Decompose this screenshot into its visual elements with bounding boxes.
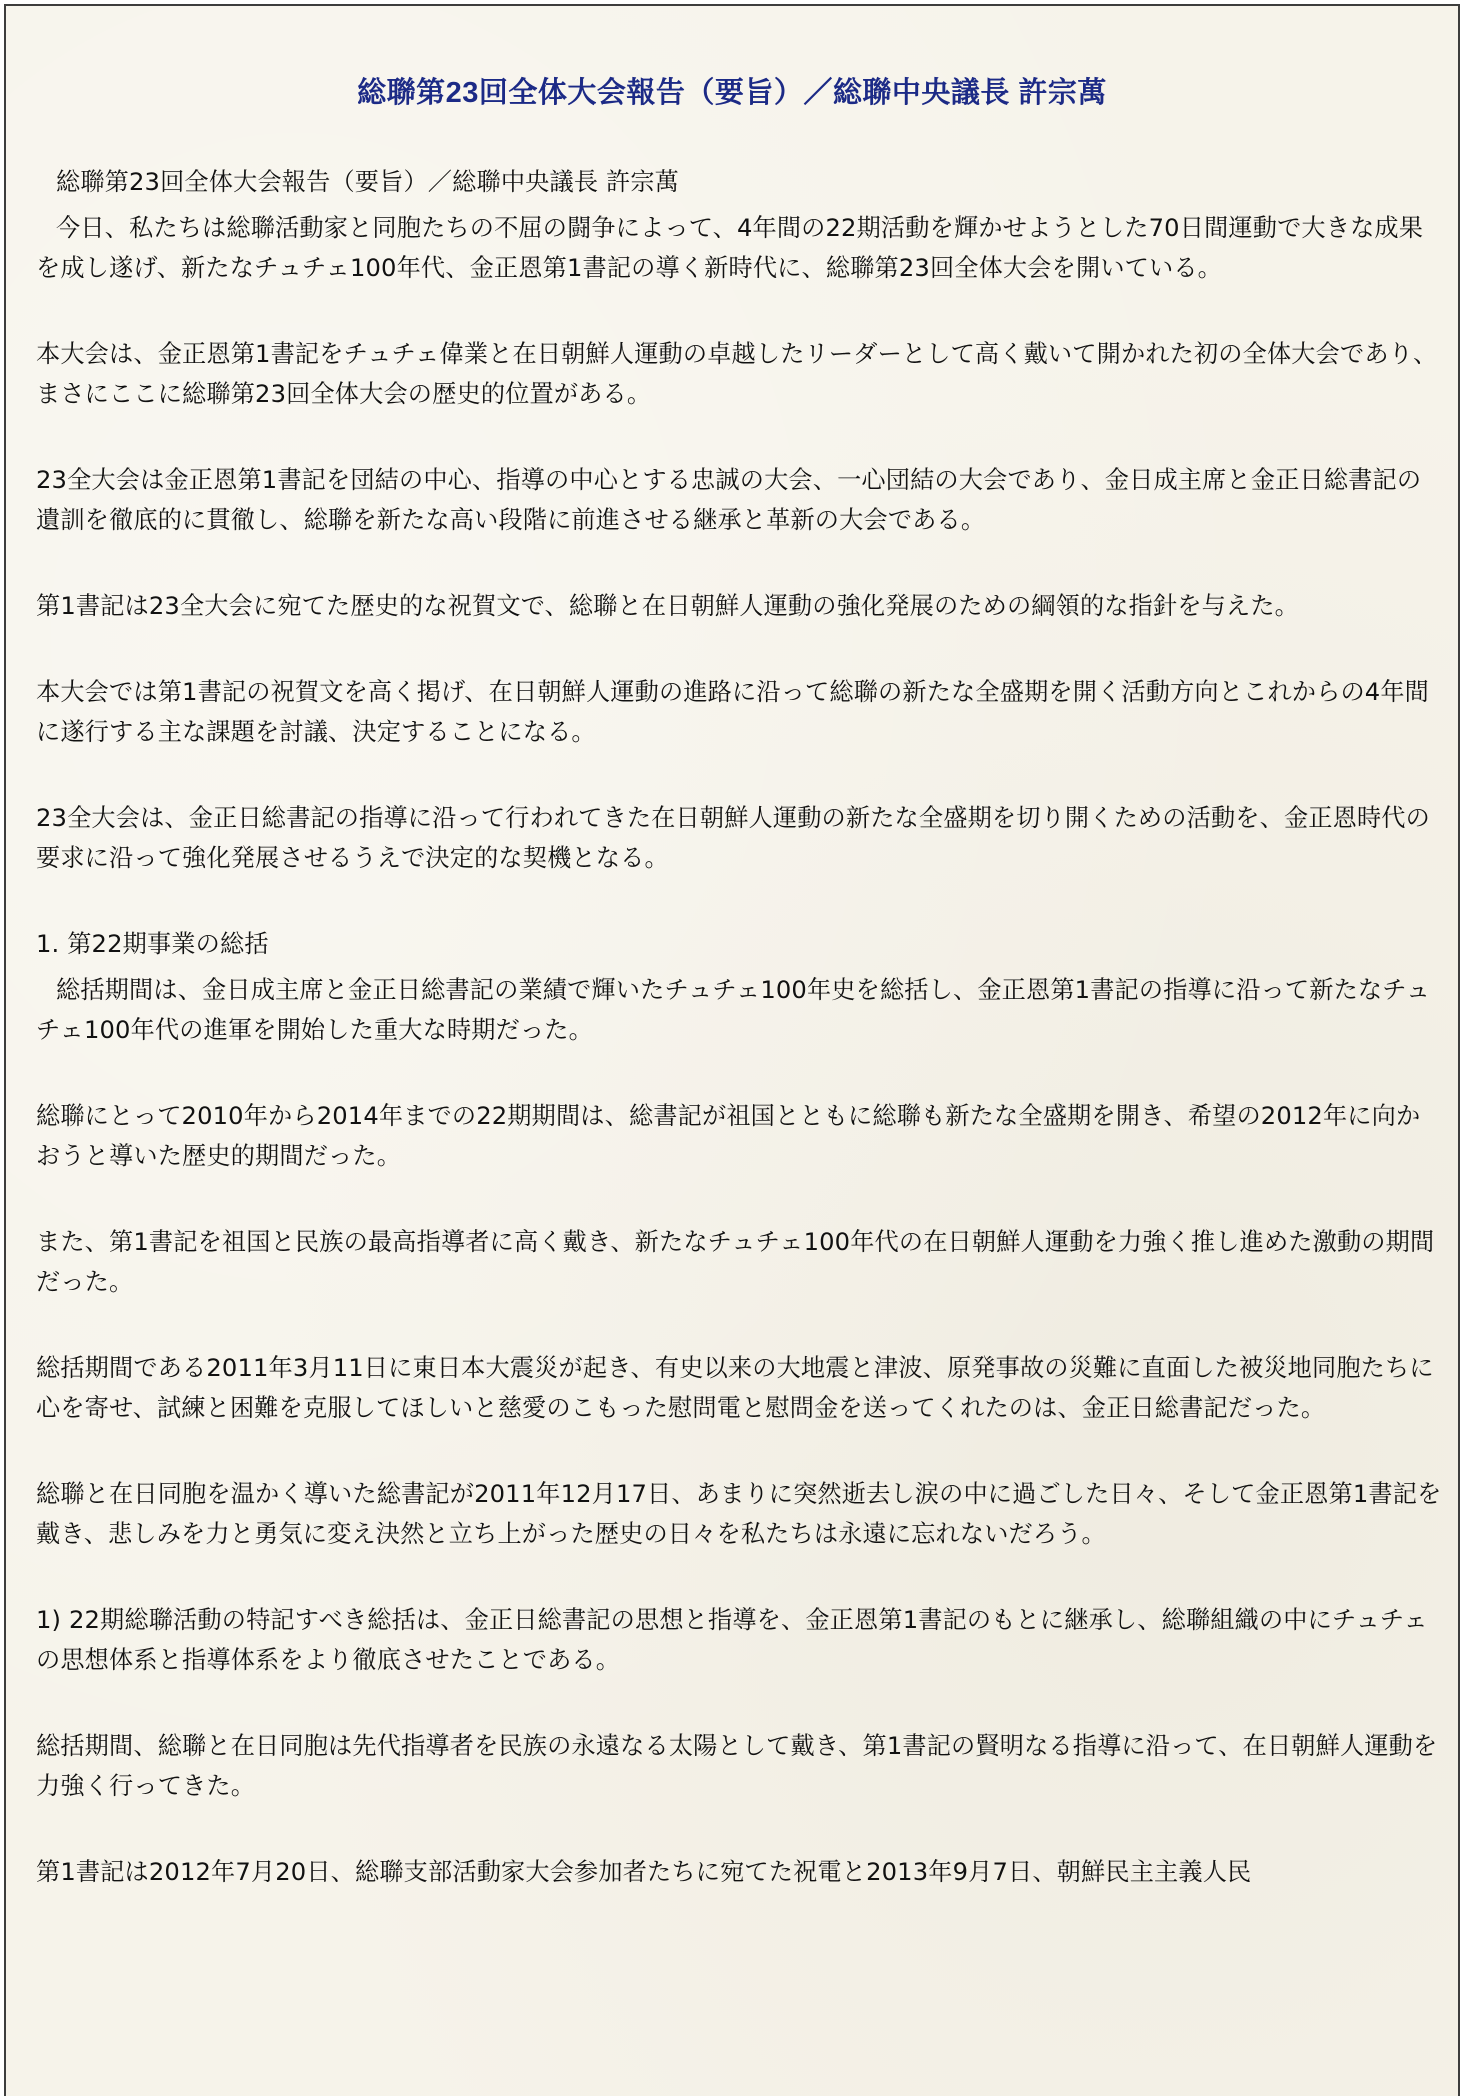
subtitle-paragraph: 総聯第23回全体大会報告（要旨）／総聯中央議長 許宗萬 [56, 168, 680, 196]
document-body [36, 162, 1442, 1892]
body-paragraph: 第1書記は23全大会に宛てた歴史的な祝賀文で、総聯と在日朝鮮人運動の強化発展のための綱領的な指針を与えた。 [36, 592, 1300, 620]
body-paragraph: 今日、私たちは総聯活動家と同胞たちの不屈の闘争によって、4年間の22期活動を輝かせようとした70日間運動で大きな成果を成し遂げ、新たなチュチェ100年代、金正恩第1書記の導く新時代に、総聯第23回全体大会を開いている。 [36, 214, 1424, 282]
body-paragraph: 第1書記は2012年7月20日、総聯支部活動家大会参加者たちに宛てた祝電と2013年9月7日、朝鮮民主主義人民 [36, 1858, 1252, 1886]
section-heading: 1. 第22期事業の総括 [36, 930, 269, 958]
document-title: 総聯第23回全体大会報告（要旨）／総聯中央議長 許宗萬 [357, 77, 1107, 109]
body-paragraph: 総括期間は、金日成主席と金正日総書記の業績で輝いたチュチェ100年史を総括し、金正恩第1書記の指導に沿って新たなチュチェ100年代の進軍を開始した重大な時期だった。 [36, 976, 1431, 1044]
body-paragraph: 23全大会は金正恩第1書記を団結の中心、指導の中心とする忠誠の大会、一心団結の大会であり、金日成主席と金正日総書記の遺訓を徹底的に貫徹し、総聯を新たな高い段階に前進させる継承と革新の大会である。 [36, 466, 1422, 534]
body-paragraph: 本大会は、金正恩第1書記をチュチェ偉業と在日朝鮮人運動の卓越したリーダーとして高く戴いて開かれた初の全体大会であり、まさにここに総聯第23回全体大会の歴史的位置がある。 [36, 340, 1438, 408]
document-page [4, 4, 1460, 2096]
body-paragraph: 総括期間、総聯と在日同胞は先代指導者を民族の永遠なる太陽として戴き、第1書記の賢明なる指導に沿って、在日朝鮮人運動を力強く行ってきた。 [36, 1732, 1438, 1800]
body-paragraph: 本大会では第1書記の祝賀文を高く掲げ、在日朝鮮人運動の進路に沿って総聯の新たな全盛期を開く活動方向とこれからの4年間に遂行する主な課題を討議、決定することになる。 [36, 678, 1430, 746]
body-paragraph: 総聯にとって2010年から2014年までの22期期間は、総書記が祖国とともに総聯も新たな全盛期を開き、希望の2012年に向かおうと導いた歴史的期間だった。 [36, 1102, 1421, 1170]
body-paragraph: 総聯と在日同胞を温かく導いた総書記が2011年12月17日、あまりに突然逝去し涙の中に過ごした日々、そして金正恩第1書記を戴き、悲しみを力と勇気に変え決然と立ち上がった歴史の日々を私たちは永遠に忘れないだろう。 [36, 1480, 1442, 1548]
body-paragraph: 総括期間である2011年3月11日に東日本大震災が起き、有史以来の大地震と津波、原発事故の災難に直面した被災地同胞たちに心を寄せ、試練と困難を克服してほしいと慈愛のこもった慰問電と慰問金を送ってくれたのは、金正日総書記だった。 [36, 1354, 1434, 1422]
body-paragraph: 23全大会は、金正日総書記の指導に沿って行われてきた在日朝鮮人運動の新たな全盛期を切り開くための活動を、金正恩時代の要求に沿って強化発展させるうえで決定的な契機となる。 [36, 804, 1430, 872]
body-paragraph: 1) 22期総聯活動の特記すべき総括は、金正日総書記の思想と指導を、金正恩第1書記のもとに継承し、総聯組織の中にチュチェの思想体系と指導体系をより徹底させたことである。 [36, 1606, 1428, 1674]
body-paragraph: また、第1書記を祖国と民族の最高指導者に高く戴き、新たなチュチェ100年代の在日朝鮮人運動を力強く推し進めた激動の期間だった。 [36, 1228, 1435, 1296]
